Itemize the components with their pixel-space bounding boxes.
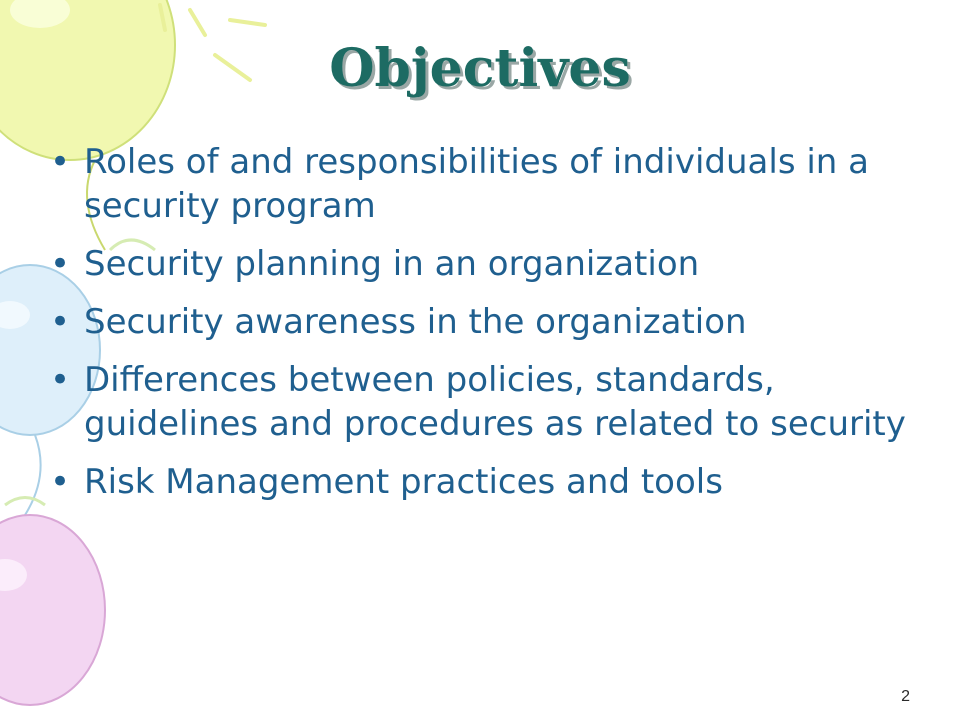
slide-title: Objectives <box>329 38 631 99</box>
pink-balloon-icon <box>0 515 105 705</box>
list-item: • Security planning in an organization <box>50 242 910 286</box>
page-number: 2 <box>901 688 910 705</box>
objectives-list <box>50 140 910 518</box>
list-item: • Roles of and responsibilities of individuals in a security program <box>50 140 910 228</box>
list-item: • Differences between policies, standards, guidelines and procedures as related to security <box>50 358 910 446</box>
list-item: • Security awareness in the organization <box>50 300 910 344</box>
list-item: • Risk Management practices and tools <box>50 460 910 504</box>
